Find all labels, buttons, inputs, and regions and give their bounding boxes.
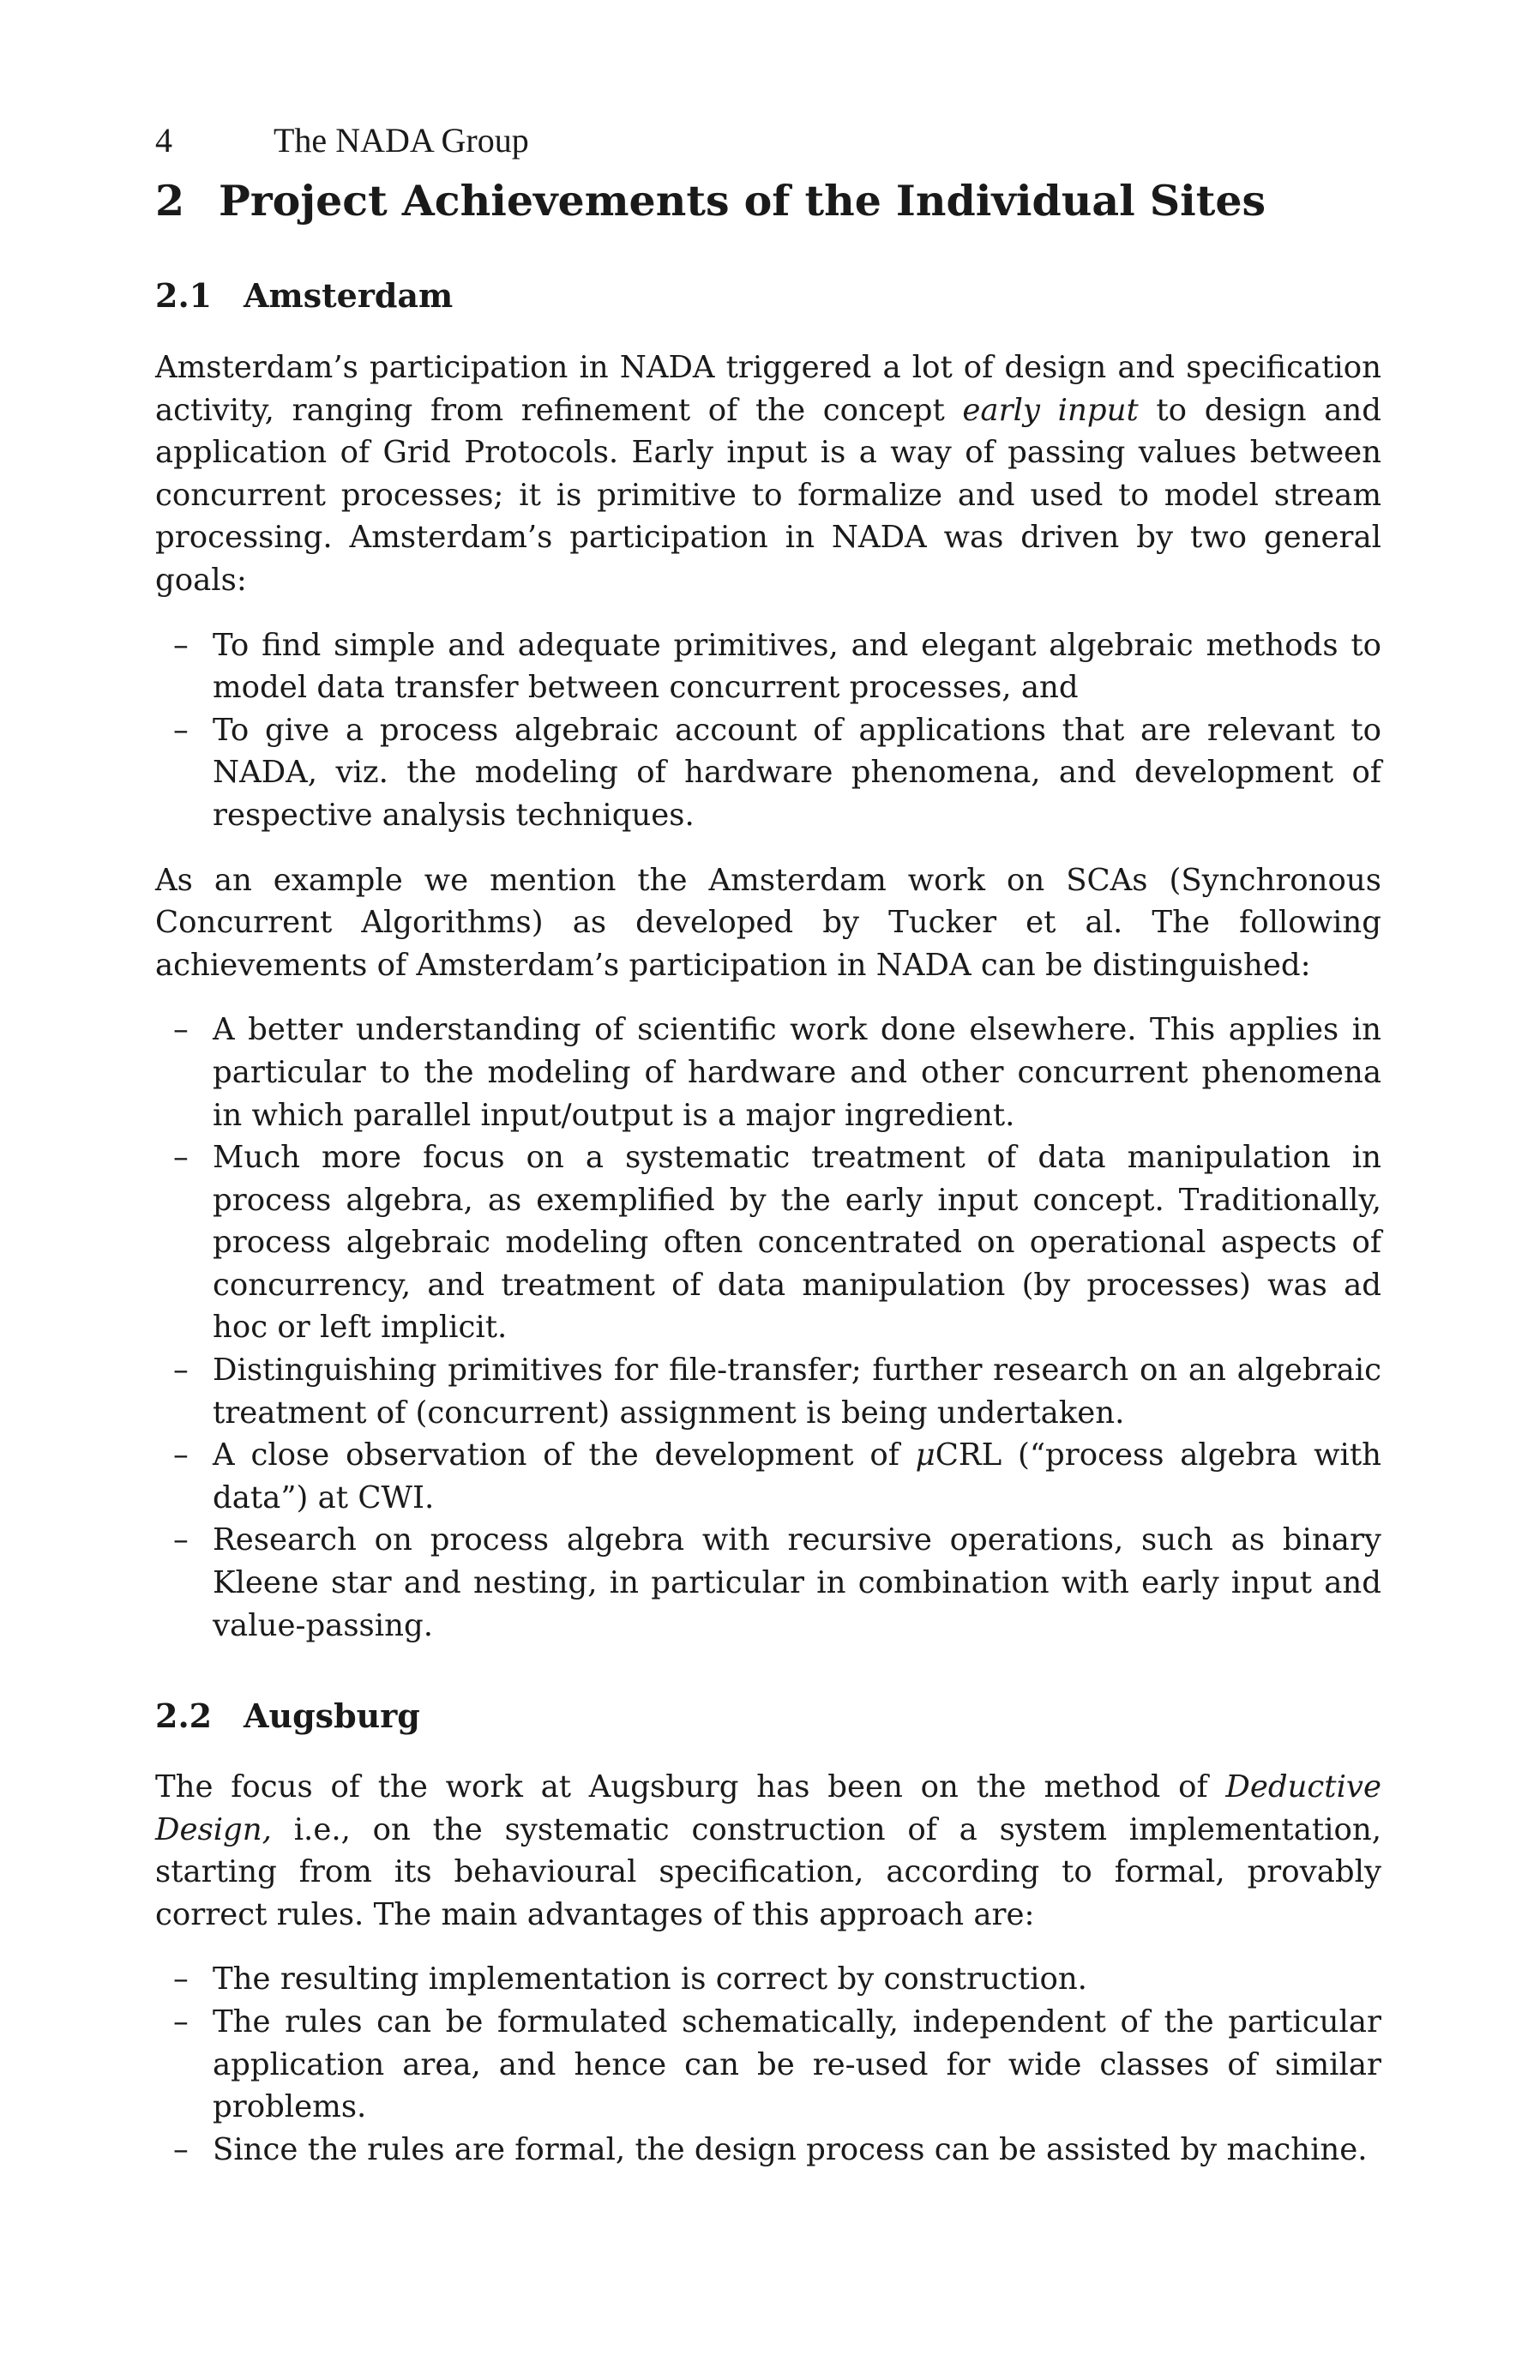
achievements-list (155, 1009, 1381, 1647)
list-item-text-continued: CRL (“process algebra with data”) at CWI. (213, 1437, 1381, 1515)
subsection-heading-amsterdam (155, 276, 453, 315)
subsection-title: Amsterdam (244, 276, 454, 315)
list-item: – To find simple and adequate primitives, and elegant algebraic methods to model data transfer between concurrent processes, and (155, 624, 1381, 709)
list-item: – The rules can be formulated schematically, independent of the particular application area, and hence can be re-used for wide classes of similar problems. (155, 2001, 1381, 2129)
subsection-heading-augsburg (155, 1696, 420, 1735)
list-item (155, 1434, 1381, 1519)
subsection-number: 2.1 (155, 276, 213, 315)
list-item: – To give a process algebraic account of applications that are relevant to NADA, viz. the modeling of hardware phenomena, and development of respective analysis techniques. (155, 709, 1381, 837)
emphasis-early-input: early input (962, 392, 1139, 428)
list-item: – Distinguishing primitives for file-transfer; further research on an algebraic treatment of (concurrent) assignment is being undertaken. (155, 1349, 1381, 1434)
subsection-title: Augsburg (244, 1696, 420, 1735)
augsburg-intro-paragraph (155, 1766, 1381, 1936)
running-head (155, 120, 529, 160)
list-item: – A better understanding of scientific work done elsewhere. This applies in particular to the modeling of hardware and other concurrent phenomena in which parallel input/output is a major ingredient. (155, 1009, 1381, 1136)
section-title: Project Achievements of the Individual Sites (219, 176, 1266, 226)
intro-text-continued: i.e., on the systematic construction of a system implementation, starting from its behavioural specification, according to formal, provably correct rules. The main advantages of this approach are: (155, 1811, 1381, 1932)
amsterdam-body (155, 346, 1381, 1647)
list-item: – Research on process algebra with recursive operations, such as binary Kleene star and nesting, in particular in combination with early input and value-passing. (155, 1519, 1381, 1647)
list-item: – Much more focus on a systematic treatment of data manipulation in process algebra, as exemplified by the early input concept. Traditionally, process algebraic modeling often concentrated on operational aspects of concurrency, and treatment of data manipulation (by processes) was ad hoc or left implicit. (155, 1136, 1381, 1349)
augsburg-body (155, 1766, 1381, 2171)
list-item-text: A close observation of the development of (213, 1437, 916, 1473)
amsterdam-intro-paragraph (155, 346, 1381, 602)
list-item: – The resulting implementation is correct by construction. (155, 1958, 1381, 2001)
example-paragraph: As an example we mention the Amsterdam work on SCAs (Synchronous Concurrent Algorithms) as developed by Tucker et al. The following achievements of Amsterdam’s participation in NADA can be distinguished: (155, 862, 1381, 983)
section-number: 2 (155, 176, 185, 226)
page-number: 4 (155, 121, 172, 160)
running-head-title: The NADA Group (274, 121, 529, 160)
mu-symbol: μ (915, 1437, 935, 1473)
intro-text: The focus of the work at Augsburg has been on the method of (155, 1769, 1226, 1805)
goals-list (155, 624, 1381, 837)
list-item: – Since the rules are formal, the design process can be assisted by machine. (155, 2129, 1381, 2172)
advantages-list (155, 1958, 1381, 2171)
section-heading (155, 176, 1266, 226)
emphasis-deductive-design: Deductive Design, (155, 1769, 1381, 1847)
subsection-number: 2.2 (155, 1696, 213, 1735)
intro-text: Amsterdam’s participation in NADA triggered a lot of design and specification activity, ranging from refinement of the concept (155, 350, 1381, 428)
intro-text-continued: to design and application of Grid Protocols. Early input is a way of passing values between concurrent processes; it is primitive to formalize and used to model stream processing. Amsterdam’s participation in NADA was driven by two general goals: (155, 392, 1381, 598)
